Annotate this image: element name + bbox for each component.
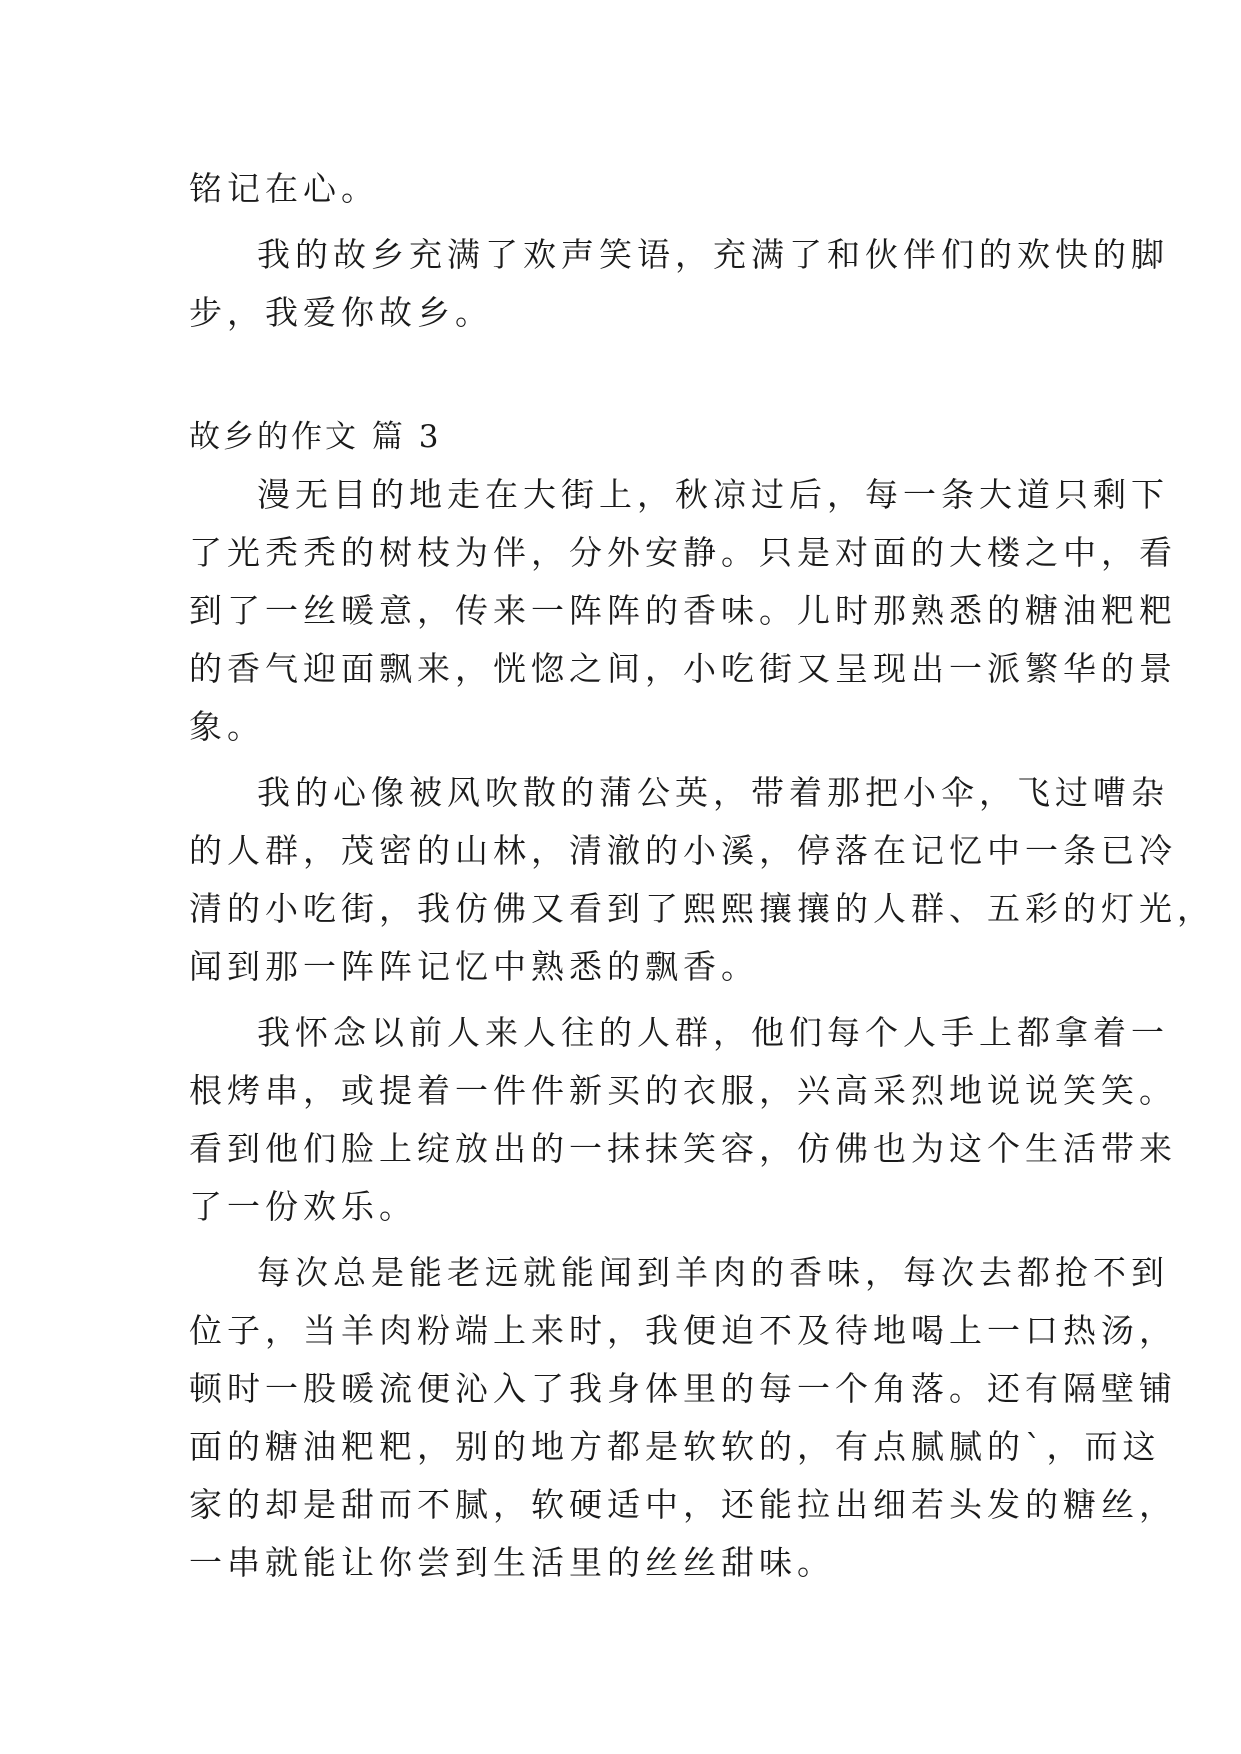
text-line: 我的心像被风吹散的蒲公英，带着那把小伞，飞过嘈杂 — [257, 773, 1169, 812]
text-line: 根烤串，或提着一件件新买的衣服，兴高采烈地说说笑笑。 — [189, 1071, 1177, 1110]
text-line: 了光秃秃的树枝为伴，分外安静。只是对面的大楼之中，看 — [189, 533, 1177, 572]
text-line: 每次总是能老远就能闻到羊肉的香味，每次去都抢不到 — [257, 1253, 1169, 1292]
text-line: 铭记在心。 — [189, 169, 379, 208]
paragraph-2 — [189, 764, 1215, 996]
text-line: 了一份欢乐。 — [189, 1187, 417, 1226]
section-heading: 故乡的作文 篇 3 — [189, 419, 442, 455]
paragraph-3 — [189, 1004, 1177, 1236]
text-line: 到了一丝暖意，传来一阵阵的香味。儿时那熟悉的糖油粑粑 — [189, 591, 1177, 630]
text-line: 步，我爱你故乡。 — [189, 293, 493, 332]
text-line: 一串就能让你尝到生活里的丝丝甜味。 — [189, 1543, 835, 1582]
text-line: 漫无目的地走在大街上，秋凉过后，每一条大道只剩下 — [257, 475, 1169, 514]
paragraph-4 — [189, 1244, 1177, 1592]
document-body — [189, 160, 1215, 1592]
text-line: 的香气迎面飘来，恍惚之间，小吃街又呈现出一派繁华的景 — [189, 649, 1177, 688]
text-line: 我怀念以前人来人往的人群，他们每个人手上都拿着一 — [257, 1013, 1169, 1052]
text-line: 的人群，茂密的山林，清澈的小溪，停落在记忆中一条已冷 — [189, 831, 1177, 870]
paragraph-1 — [189, 466, 1177, 756]
text-line: 象。 — [189, 707, 265, 746]
text-line: 位子，当羊肉粉端上来时，我便迫不及待地喝上一口热汤， — [189, 1311, 1177, 1350]
text-line: 顿时一股暖流便沁入了我身体里的每一个角落。还有隔壁铺 — [189, 1369, 1177, 1408]
text-line: 看到他们脸上绽放出的一抹抹笑容，仿佛也为这个生活带来 — [189, 1129, 1177, 1168]
text-line: 家的却是甜而不腻，软硬适中，还能拉出细若头发的糖丝， — [189, 1485, 1177, 1524]
previous-paragraph-tail — [189, 160, 1069, 218]
text-line: 清的小吃街，我仿佛又看到了熙熙攘攘的人群、五彩的灯光， — [189, 889, 1215, 928]
text-line: 闻到那一阵阵记忆中熟悉的飘香。 — [189, 947, 759, 986]
text-line: 我的故乡充满了欢声笑语，充满了和伙伴们的欢快的脚 — [257, 235, 1169, 274]
previous-paragraph — [189, 226, 1169, 342]
text-line: 面的糖油粑粑，别的地方都是软软的，有点腻腻的`，而这 — [189, 1427, 1161, 1466]
